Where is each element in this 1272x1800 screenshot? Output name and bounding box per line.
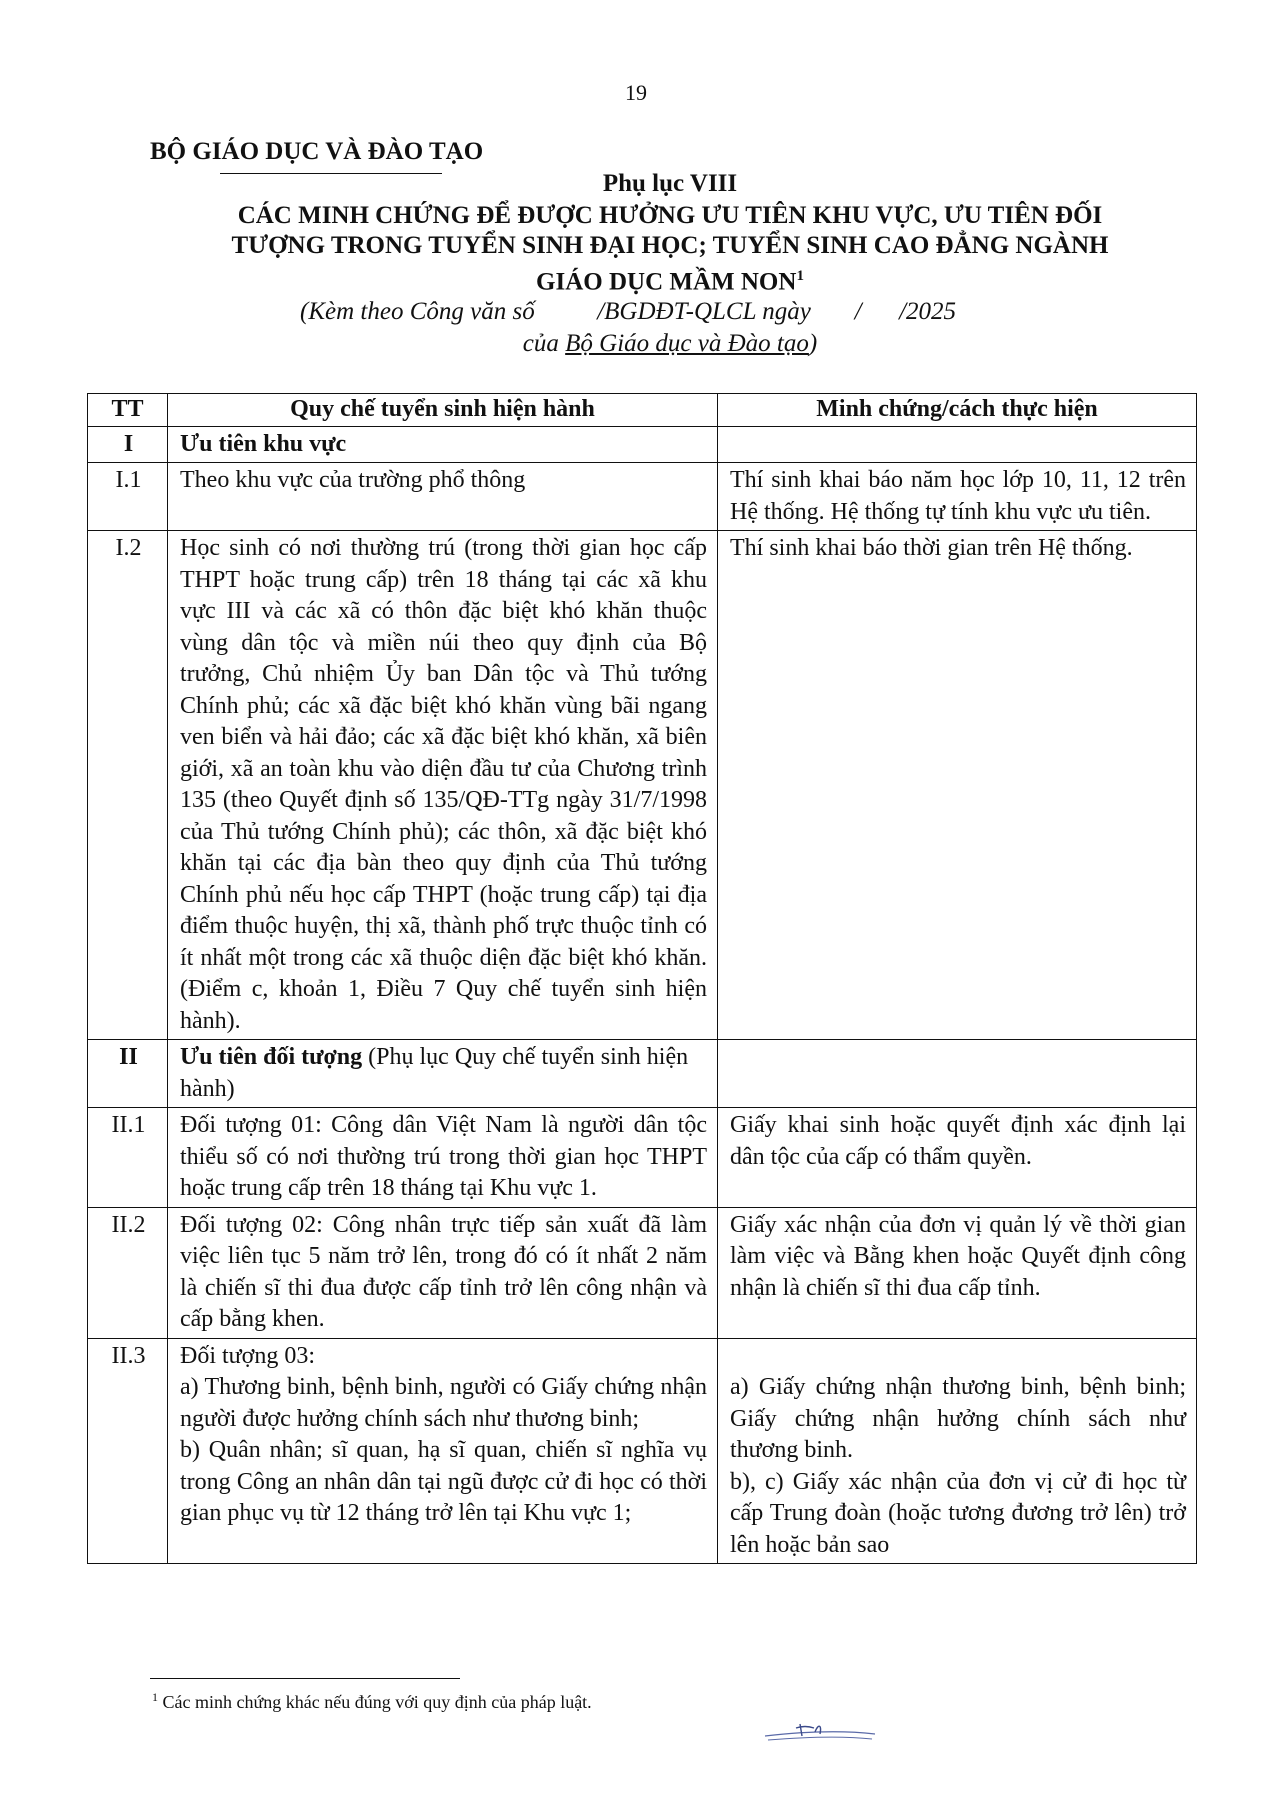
signature-mark [760,1710,880,1755]
title-line-2: TƯỢNG TRONG TUYỂN SINH ĐẠI HỌC; TUYỂN SINH CAO ĐẲNG NGÀNH [231,232,1109,259]
footnote: $^1$ Các minh chứng khác nếu đúng với quy định của pháp luật. [152,1690,592,1712]
title-line-1: CÁC MINH CHỨNG ĐỂ ĐƯỢC HƯỞNG ƯU TIÊN KHU VỰC, ƯU TIÊN ĐỐI [237,202,1103,229]
table-row: II.3 Đối tượng 03: a) Thương binh, bệnh binh, người có Giấy chứng nhận người được hưởng chính sách như thương binh; b) Quân nhân; sĩ quan, hạ sĩ quan, chiến sĩ nghĩa vụ trong Công an nhân dân tại ngũ được cử đi học có thời gian phục vụ từ 12 tháng trở lên tại Khu vực 1; a) Giấy chứng nhận thương binh, bệnh binh; Giấy chứng nhận hưởng chính sách như thương binh. b), c) Giấy xác nhận của đơn vị cử đi học từ cấp Trung đoàn (hoặc tương đương trở lên) trở lên hoặc bản sao [88,1338,1197,1564]
section-row: I Ưu tiên khu vực [88,426,1197,463]
rule-cell: Đối tượng 02: Công nhân trực tiếp sản xuất đã làm việc liên tục 5 năm trở lên, trong đó có ít nhất 2 năm là chiến sĩ thi đua được cấp tỉnh trở lên công nhận và cấp bằng khen. [168,1207,718,1338]
attachment-line-2: của Bộ Giáo dục và Đào tạo) [522,330,818,357]
rule-cell: Đối tượng 03: a) Thương binh, bệnh binh, người có Giấy chứng nhận người được hưởng chính sách như thương binh; b) Quân nhân; sĩ quan, hạ sĩ quan, chiến sĩ nghĩa vụ trong Công an nhân dân tại ngũ được cử đi học có thời gian phục vụ từ 12 tháng trở lên tại Khu vực 1; [168,1338,718,1564]
footnote-ref[interactable]: 1 [796,268,804,284]
document-title [170,201,1170,297]
section-title: Ưu tiên khu vực [168,426,718,463]
section-title: Ưu tiên đối tượng (Phụ lục Quy chế tuyển sinh hiện hành) [168,1040,718,1108]
rule-cell: Học sinh có nơi thường trú (trong thời gian học cấp THPT hoặc trung cấp) trên 18 tháng tại các xã khu vực III và các xã có thôn đặc biệt khó khăn thuộc vùng dân tộc và miền núi theo quy định của Bộ trưởng, Chủ nhiệm Ủy ban Dân tộc và Thủ tướng Chính phủ; các xã đặc biệt khó khăn vùng bãi ngang ven biển và hải đảo; các xã đặc biệt khó khăn, xã biên giới, xã an toàn khu vào diện đầu tư của Chương trình 135 (theo Quyết định số 135/QĐ-TTg ngày 31/7/1998 của Thủ tướng Chính phủ); các thôn, xã đặc biệt khó khăn tại các địa bàn theo quy định của Thủ tướng Chính phủ nếu học cấp THPT (hoặc trung cấp) tại địa điểm thuộc huyện, thị xã, thành phố trực thuộc tỉnh có ít nhất một trong các xã thuộc diện đặc biệt khó khăn. (Điểm c, khoản 1, Điều 7 Quy chế tuyển sinh hiện hành). [168,531,718,1040]
evidence-cell: a) Giấy chứng nhận thương binh, bệnh binh; Giấy chứng nhận hưởng chính sách như thương binh. b), c) Giấy xác nhận của đơn vị cử đi học từ cấp Trung đoàn (hoặc tương đương trở lên) trở lên hoặc bản sao [718,1338,1197,1564]
ministry-name: BỘ GIÁO DỤC VÀ ĐÀO TẠO [150,138,484,165]
table-row: I.2 Học sinh có nơi thường trú (trong thời gian học cấp THPT hoặc trung cấp) trên 18 tháng tại các xã khu vực III và các xã có thôn đặc biệt khó khăn thuộc vùng dân tộc và miền núi theo quy định của Bộ trưởng, Chủ nhiệm Ủy ban Dân tộc và Thủ tướng Chính phủ; các xã đặc biệt khó khăn vùng bãi ngang ven biển và hải đảo; các xã đặc biệt khó khăn, xã biên giới, xã an toàn khu vào diện đầu tư của Chương trình 135 (theo Quyết định số 135/QĐ-TTg ngày 31/7/1998 của Thủ tướng Chính phủ); các thôn, xã đặc biệt khó khăn tại các địa bàn theo quy định của Thủ tướng Chính phủ nếu học cấp THPT (hoặc trung cấp) tại địa điểm thuộc huyện, thị xã, thành phố trực thuộc tỉnh có ít nhất một trong các xã thuộc diện đặc biệt khó khăn. (Điểm c, khoản 1, Điều 7 Quy chế tuyển sinh hiện hành). Thí sinh khai báo thời gian trên Hệ thống. [88,531,1197,1040]
evidence-table [87,393,1197,1564]
rule-cell: Theo khu vực của trường phổ thông [168,463,718,531]
evidence-cell: Thí sinh khai báo năm học lớp 10, 11, 12 trên Hệ thống. Hệ thống tự tính khu vực ưu tiên. [718,463,1197,531]
header-rule: Quy chế tuyển sinh hiện hành [168,394,718,427]
table-row: II.2 Đối tượng 02: Công nhân trực tiếp sản xuất đã làm việc liên tục 5 năm trở lên, trong đó có ít nhất 2 năm là chiến sĩ thi đua được cấp tỉnh trở lên công nhận và cấp bằng khen. Giấy xác nhận của đơn vị quản lý về thời gian làm việc và Bằng khen hoặc Quyết định công nhận là chiến sĩ thi đua cấp tỉnh. [88,1207,1197,1338]
evidence-cell: Thí sinh khai báo thời gian trên Hệ thống. [718,531,1197,1040]
header-evidence: Minh chứng/cách thực hiện [718,394,1197,427]
appendix-title: Phụ lục VIII [602,170,738,197]
header-tt: TT [88,394,168,427]
footnote-divider [150,1678,460,1679]
rule-cell: Đối tượng 01: Công dân Việt Nam là người dân tộc thiểu số có nơi thường trú trong thời gian học THPT hoặc trung cấp trên 18 tháng tại Khu vực 1. [168,1108,718,1208]
title-line-3: GIÁO DỤC MẦM NON$^1$ [536,268,804,296]
table-row: II.1 Đối tượng 01: Công dân Việt Nam là người dân tộc thiểu số có nơi thường trú trong thời gian học THPT hoặc trung cấp trên 18 tháng tại Khu vực 1. Giấy khai sinh hoặc quyết định xác định lại dân tộc của cấp có thẩm quyền. [88,1108,1197,1208]
table-row: I.1 Theo khu vực của trường phổ thông Thí sinh khai báo năm học lớp 10, 11, 12 trên Hệ thống. Hệ thống tự tính khu vực ưu tiên. [88,463,1197,531]
evidence-cell: Giấy xác nhận của đơn vị quản lý về thời gian làm việc và Bằng khen hoặc Quyết định công nhận là chiến sĩ thi đua cấp tỉnh. [718,1207,1197,1338]
evidence-cell: Giấy khai sinh hoặc quyết định xác định lại dân tộc của cấp có thẩm quyền. [718,1108,1197,1208]
table-header-row [88,394,1197,427]
attachment-line-1: (Kèm theo Công văn số /BGDĐT-QLCL ngày / /2025 [300,298,957,325]
page-number: 19 [625,80,647,105]
section-row: II Ưu tiên đối tượng (Phụ lục Quy chế tuyển sinh hiện hành) [88,1040,1197,1108]
